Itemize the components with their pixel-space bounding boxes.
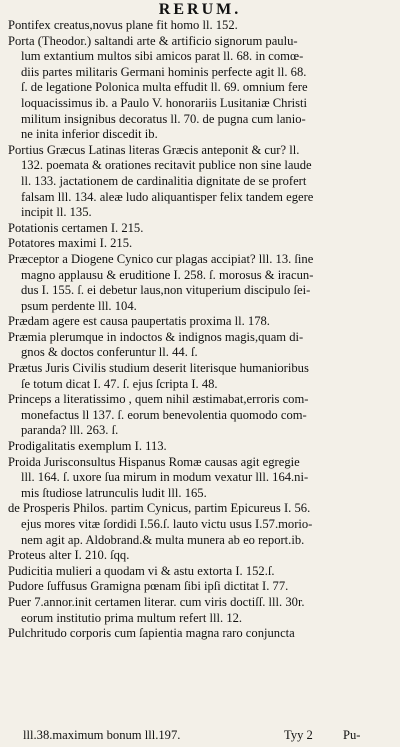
entry-headline: Pudicitia mulieri a quodam vi & astu extorta I. 152.ſ. xyxy=(8,563,275,578)
entry-headline: Prædam agere est causa paupertatis proxima ll. 178. xyxy=(8,314,270,329)
index-entry xyxy=(6,501,396,548)
index-entry xyxy=(6,18,396,34)
entry-headline: Præmia plerumque in indoctos & indignos magis,quam di- xyxy=(8,329,304,344)
footer-continuation-line: lll.38.maximum bonum lll.197. xyxy=(23,728,181,742)
running-header: RERUM. xyxy=(158,1,242,18)
index-entry xyxy=(6,579,396,595)
index-entry xyxy=(6,548,396,564)
signature-mark: Tyy 2 xyxy=(284,728,313,742)
entry-continuation: ejus mores vitæ ſordidi I.56.ſ. lauto victu usus I.57.morio- xyxy=(21,517,313,531)
entry-headline: Prætus Juris Civilis studium deserit literisque humanioribus xyxy=(8,361,309,376)
index-entry xyxy=(6,221,396,237)
index-entry xyxy=(6,330,396,361)
index-entry xyxy=(6,455,396,502)
entry-headline: Pulchritudo corporis cum ſapientia magna raro conjuncta xyxy=(8,626,295,641)
entry-continuation: monefactus ll 137. ſ. eorum benevolentia quomodo com- xyxy=(21,407,307,422)
index-entry xyxy=(6,564,396,580)
entry-continuation: loquacissimus ib. a Paulo V. honorariis Lusitaniæ Christi xyxy=(21,95,308,110)
entry-continuation: ne inita inferior discedit ib. xyxy=(21,127,158,142)
entry-continuation: gnos & doctos conferuntur ll. 44. ſ. xyxy=(21,345,198,360)
entry-headline: Pontifex creatus,novus plane fit homo ll. 152. xyxy=(8,18,238,32)
entry-headline: Proteus alter I. 210. ſqq. xyxy=(8,548,130,563)
index-entry xyxy=(6,236,396,252)
entry-headline: Potationis certamen I. 215. xyxy=(8,220,144,235)
entry-headline: Pudore ſuffusus Gramigna pœnam ſibi ipſi dictitat I. 77. xyxy=(8,579,289,594)
entry-continuation: ll. 133. jactationem de cardinalitia dignitate de se profert xyxy=(21,173,307,188)
entry-headline: Prodigalitatis exemplum I. 113. xyxy=(8,439,167,454)
entry-continuation: incipit ll. 135. xyxy=(21,205,92,220)
entry-headline: Princeps a literatissimo , quem nihil æstimabat,erroris com- xyxy=(8,392,309,407)
entry-continuation: diis partes militaris Germani hominis perfecte agit ll. 68. xyxy=(21,64,307,79)
index-entry xyxy=(6,252,396,314)
index-entry xyxy=(6,314,396,330)
entry-continuation: nem agit ap. Aldobrand.& multa munera ab eo report.ib. xyxy=(21,532,305,547)
entry-continuation: dus I. 155. ſ. ei debetur laus,non vituperium discipulo ſei- xyxy=(21,283,311,298)
entry-continuation: lll. 164. ſ. uxore ſua mirum in modum vexatur lll. 164.ni- xyxy=(21,470,309,485)
index-entry xyxy=(6,626,396,642)
entry-headline: de Prosperis Philos. partim Cynicus, partim Epicureus I. 56. xyxy=(8,501,311,516)
entry-continuation: eorum institutio prima multum refert lll. 12. xyxy=(21,610,243,625)
entry-continuation: psum perdente lll. 104. xyxy=(21,298,137,313)
entry-continuation: falsam lll. 134. aleæ ludo aliquantisper felix tandem egere xyxy=(21,189,314,204)
entry-headline: Puer 7.annor.init certamen literar. cum viris doctiſſ. lll. 30r. xyxy=(8,594,305,609)
entry-continuation: militum insignibus decoratus ll. 70. de pugna cum lanio- xyxy=(21,111,306,126)
entry-continuation: paranda? lll. 263. ſ. xyxy=(21,423,119,438)
catchword: Pu- xyxy=(343,728,361,742)
index-entry xyxy=(6,143,396,221)
entry-headline: Porta (Theodor.) saltandi arte & artificio signorum paulu- xyxy=(8,33,298,48)
entry-continuation: magno applausu & eruditione I. 258. ſ. morosus & iracun- xyxy=(21,267,314,282)
index-entry xyxy=(6,392,396,439)
entry-continuation: lum extantium multos sibi amicos parat ll. 68. in comœ- xyxy=(21,49,304,64)
entry-continuation: ſe totum dicat I. 47. ſ. ejus ſcripta I. 48. xyxy=(21,376,218,391)
index-entry xyxy=(6,34,396,143)
entry-headline: Potatores maximi I. 215. xyxy=(8,236,133,251)
index-entry xyxy=(6,439,396,455)
entry-headline: Præceptor a Diogene Cynico cur plagas accipiat? lll. 13. ſine xyxy=(8,251,314,266)
index-entry xyxy=(6,361,396,392)
entry-continuation: ſ. de legatione Polonica multa effudit ll. 69. omnium fere xyxy=(21,80,308,95)
entry-continuation: mis ſtudiose latrunculis ludit lll. 165. xyxy=(21,485,207,500)
entry-headline: Proida Jurisconsultus Hispanus Romæ causas agit egregie xyxy=(8,454,300,469)
index-entry xyxy=(6,595,396,626)
entry-continuation: 132. poemata & orationes recitavit publice non sine laude xyxy=(21,158,312,173)
index-entries xyxy=(6,18,396,642)
entry-headline: Portius Græcus Latinas literas Græcis anteponit & cur? ll. xyxy=(8,142,300,157)
